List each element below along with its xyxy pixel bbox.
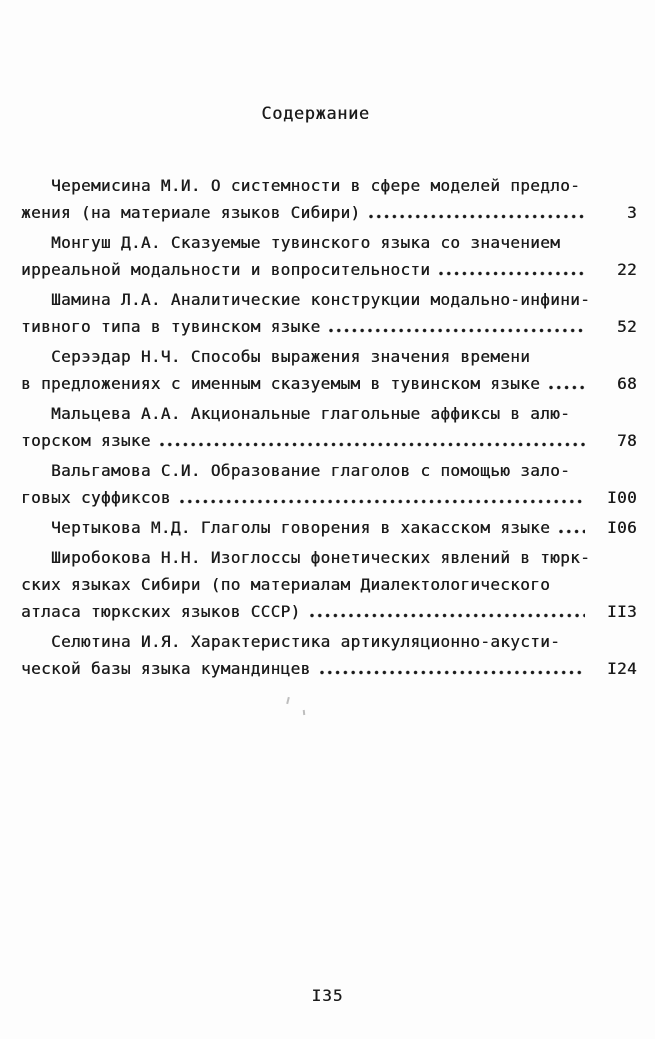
toc-entry-text: Селютина И.Я. Характеристика артикуляционно-акусти-: [51, 632, 561, 651]
dot-leader: [329, 326, 585, 335]
dot-leader: [559, 527, 585, 536]
toc-entry: [21, 400, 637, 454]
toc-page-number: I24: [607, 659, 637, 678]
dot-leader: [160, 440, 585, 449]
toc-entry-text: жения (на материале языков Сибири): [21, 203, 361, 222]
toc-entry-line: [21, 286, 637, 313]
toc-entry: [21, 286, 637, 340]
toc-page-number: I06: [607, 518, 637, 537]
toc-entry: [21, 457, 637, 511]
toc-entry-text: ирреальной модальности и вопросительности: [21, 260, 431, 279]
toc-entry-text: Вальгамова С.И. Образование глаголов с помощью зало-: [51, 461, 571, 480]
dot-leader: [439, 269, 585, 278]
footer-page-number: I35: [311, 986, 344, 1005]
toc-entry-line: [21, 199, 637, 226]
dot-leader: [320, 668, 585, 677]
toc-entry-line: [21, 313, 637, 340]
toc-entry-line: [21, 370, 637, 397]
toc-entry-line: [21, 343, 637, 370]
toc-page-number: 78: [617, 431, 637, 450]
dot-leader: [369, 212, 585, 221]
toc-entry-line: [21, 655, 637, 682]
dot-leader: [180, 497, 585, 506]
dot-leader: [549, 383, 585, 392]
toc-entry-text: ских языках Сибири (по материалам Диалектологического: [21, 575, 551, 594]
scan-artifact: [303, 710, 306, 715]
toc-entry-text: ческой базы языка кумандинцев: [21, 659, 311, 678]
scan-artifact: [286, 697, 290, 704]
toc-entry-line: [21, 229, 637, 256]
toc-entry-line: [21, 514, 637, 541]
table-of-contents: [21, 172, 637, 682]
toc-entry-text: Чертыкова М.Д. Глаголы говорения в хакасском языке: [51, 518, 551, 537]
toc-entry-line: [21, 598, 637, 625]
toc-entry-line: [21, 172, 637, 199]
toc-entry-line: [21, 457, 637, 484]
toc-entry-line: [21, 544, 637, 571]
toc-page-number: 68: [617, 374, 637, 393]
dot-leader: [310, 611, 585, 620]
toc-entry: [21, 514, 637, 541]
toc-entry-line: [21, 400, 637, 427]
toc-entry-text: говых суффиксов: [21, 488, 171, 507]
toc-entry-line: [21, 484, 637, 511]
toc-page-number: I00: [607, 488, 637, 507]
toc-entry: [21, 628, 637, 682]
toc-entry-text: Серээдар Н.Ч. Способы выражения значения времени: [51, 347, 531, 366]
toc-entry-line: [21, 628, 637, 655]
toc-entry: [21, 229, 637, 283]
toc-entry-line: [21, 256, 637, 283]
toc-entry-text: Шамина Л.А. Аналитические конструкции модально-инфини-: [51, 290, 591, 309]
toc-entry: [21, 172, 637, 226]
toc-entry: [21, 544, 637, 625]
toc-entry-text: Мальцева А.А. Акциональные глагольные аффиксы в алю-: [51, 404, 571, 423]
toc-entry-text: тивного типа в тувинском языке: [21, 317, 321, 336]
toc-entry-line: [21, 571, 637, 598]
toc-page-number: II3: [607, 602, 637, 621]
toc-entry-text: торском языке: [21, 431, 151, 450]
toc-entry-text: атласа тюркских языков СССР): [21, 602, 301, 621]
page-title: Содержание: [261, 104, 370, 124]
toc-page-number: 22: [617, 260, 637, 279]
toc-entry-text: Монгуш Д.А. Сказуемые тувинского языка со значением: [51, 233, 561, 252]
toc-page-number: 52: [617, 317, 637, 336]
toc-entry-text: в предложениях с именным сказуемым в тувинском языке: [21, 374, 541, 393]
toc-entry-line: [21, 427, 637, 454]
toc-page-number: 3: [627, 203, 637, 222]
toc-entry-text: Черемисина М.И. О системности в сфере моделей предло-: [51, 176, 581, 195]
toc-entry-text: Широбокова Н.Н. Изоглоссы фонетических явлений в тюрк-: [51, 548, 591, 567]
toc-entry: [21, 343, 637, 397]
